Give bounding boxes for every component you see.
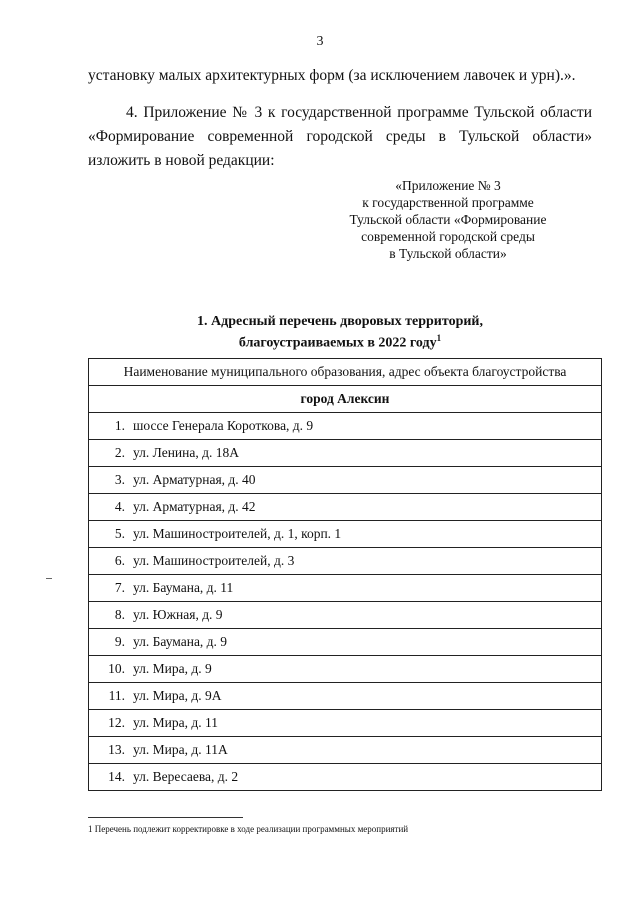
table-row — [89, 494, 602, 521]
address-cell — [89, 575, 602, 602]
row-number: 13. — [108, 742, 125, 757]
row-number: 6. — [114, 553, 125, 568]
table-row — [89, 629, 602, 656]
address-cell — [89, 494, 602, 521]
address-text: ул. Баумана, д. 11 — [133, 580, 234, 595]
row-number: 3. — [114, 472, 125, 487]
address-text: шоссе Генерала Короткова, д. 9 — [133, 418, 314, 433]
table-row — [89, 548, 602, 575]
address-cell — [89, 602, 602, 629]
table-city-cell: город Алексин — [89, 386, 602, 413]
table-row — [89, 521, 602, 548]
address-cell — [89, 440, 602, 467]
appendix-line: в Тульской области» — [389, 246, 507, 261]
address-cell — [89, 548, 602, 575]
appendix-line: «Приложение № 3 — [395, 178, 501, 193]
row-number: 4. — [114, 499, 125, 514]
footnote: 1 Перечень подлежит корректировке в ходе реализации программных мероприятий — [88, 824, 409, 834]
appendix-line: к государственной программе — [362, 195, 534, 210]
address-cell — [89, 629, 602, 656]
table-header-row — [89, 359, 602, 386]
address-cell — [89, 764, 602, 791]
address-text: ул. Вересаева, д. 2 — [133, 769, 239, 784]
footnote-divider — [88, 817, 243, 818]
table-row — [89, 737, 602, 764]
table-header-cell: Наименование муниципального образования, адрес объекта благоустройства — [89, 359, 602, 386]
table-row — [89, 602, 602, 629]
paragraph-item-4: 4. Приложение № 3 к государственной программе Тульской области «Формирование современной городской среды в Тульской области» изложить в новой редакции: — [88, 104, 592, 169]
address-cell — [89, 737, 602, 764]
address-cell — [89, 467, 602, 494]
appendix-line: Тульской области «Формирование — [349, 212, 547, 227]
table-row — [89, 575, 602, 602]
address-cell — [89, 521, 602, 548]
page-number: 3 — [316, 34, 324, 49]
address-text: ул. Мира, д. 11 — [133, 715, 218, 730]
table-title — [88, 313, 592, 352]
table-row — [89, 440, 602, 467]
appendix-heading — [310, 177, 586, 262]
table-row — [89, 683, 602, 710]
address-cell — [89, 683, 602, 710]
row-number: 12. — [108, 715, 125, 730]
address-text: ул. Баумана, д. 9 — [133, 634, 228, 649]
table-row — [89, 656, 602, 683]
address-cell — [89, 413, 602, 440]
row-number: 10. — [108, 661, 125, 676]
row-number: 7. — [114, 580, 125, 595]
appendix-line: современной городской среды — [361, 229, 535, 244]
margin-mark — [46, 578, 52, 579]
address-text: ул. Арматурная, д. 40 — [133, 472, 256, 487]
row-number: 5. — [114, 526, 125, 541]
paragraph-continuation: установку малых архитектурных форм (за исключением лавочек и урн).». — [88, 67, 576, 84]
footnote-reference: 1 — [436, 333, 442, 343]
address-text: ул. Мира, д. 11А — [133, 742, 228, 757]
table-title-line-1: 1. Адресный перечень дворовых территорий, — [197, 314, 483, 329]
address-text: ул. Арматурная, д. 42 — [133, 499, 256, 514]
row-number: 14. — [108, 769, 125, 784]
table-row — [89, 764, 602, 791]
row-number: 11. — [108, 688, 125, 703]
address-text: ул. Ленина, д. 18А — [133, 445, 239, 460]
table-title-line-2 — [88, 330, 592, 352]
table-row — [89, 710, 602, 737]
table-city-row — [89, 386, 602, 413]
address-text: ул. Машиностроителей, д. 3 — [133, 553, 295, 568]
address-text: ул. Машиностроителей, д. 1, корп. 1 — [133, 526, 342, 541]
address-text: ул. Мира, д. 9 — [133, 661, 212, 676]
address-cell — [89, 710, 602, 737]
address-cell — [89, 656, 602, 683]
table-title-text: благоустраиваемых в 2022 году — [238, 335, 437, 351]
address-table — [88, 358, 602, 791]
row-number: 9. — [114, 634, 125, 649]
table-row — [89, 467, 602, 494]
address-text: ул. Южная, д. 9 — [133, 607, 223, 622]
address-text: ул. Мира, д. 9А — [133, 688, 222, 703]
row-number: 2. — [114, 445, 125, 460]
row-number: 1. — [114, 418, 125, 433]
row-number: 8. — [114, 607, 125, 622]
table-row — [89, 413, 602, 440]
